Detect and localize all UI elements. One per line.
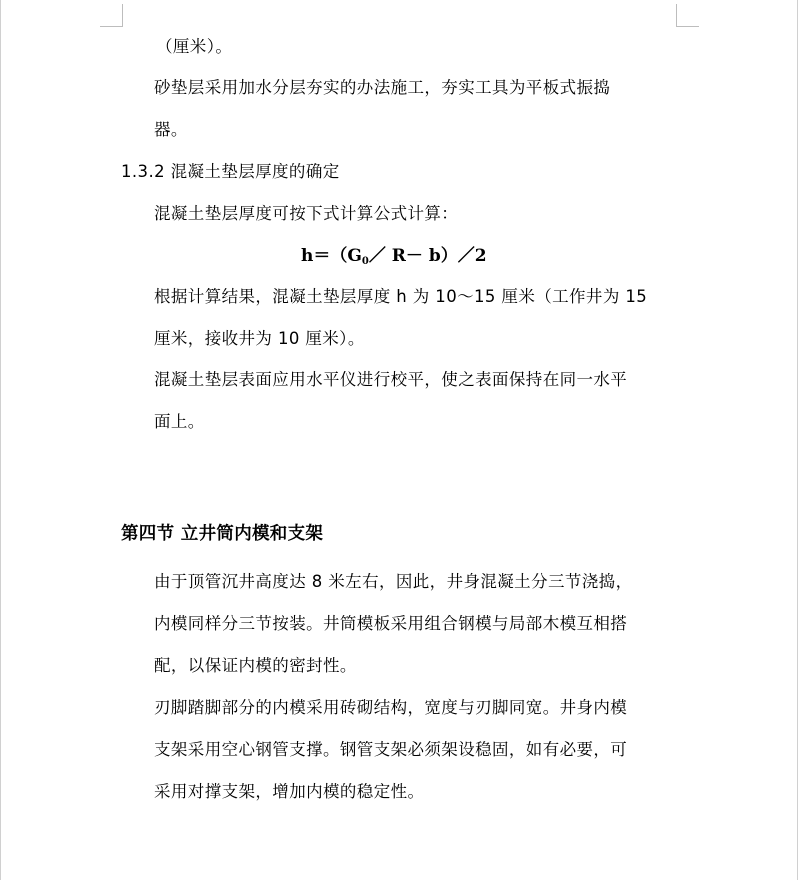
paragraph-line: 由于顶管沉井高度达 8 米左右，因此，井身混凝土分三节浇捣， <box>154 572 633 591</box>
paragraph-line: 内模同样分三节按装。井筒模板采用组合钢模与局部木模互相搭 <box>154 614 628 633</box>
paragraph-line: 混凝土垫层表面应用水平仪进行校平，使之表面保持在同一水平 <box>154 370 628 389</box>
paragraph-line: 根据计算结果，混凝土垫层厚度 h 为 10～15 厘米（工作井为 15 <box>154 287 648 306</box>
paragraph-line: 配，以保证内模的密封性。 <box>154 656 357 675</box>
paragraph-line: 支架采用空心钢管支撑。钢管支架必须架设稳固，如有必要，可 <box>154 740 628 759</box>
paragraph-line: 厘米，接收井为 10 厘米）。 <box>154 329 365 348</box>
formula-left: h＝（G <box>301 246 362 266</box>
paragraph-line: 砂垫层采用加水分层夯实的办法施工，夯实工具为平板式振捣 <box>154 78 611 97</box>
section-heading: 第四节 立井筒内模和支架 <box>121 524 324 544</box>
paragraph-line: 采用对撑支架，增加内模的稳定性。 <box>154 782 425 801</box>
paragraph-line: 面上。 <box>154 412 205 431</box>
paragraph-line: 混凝土垫层厚度可按下式计算公式计算： <box>154 204 459 223</box>
paragraph-line: （厘米）。 <box>156 37 233 56</box>
margin-corner-mark-right <box>676 4 699 27</box>
margin-corner-mark-left <box>100 4 123 27</box>
formula-subscript: 0 <box>361 256 369 267</box>
formula <box>301 245 487 273</box>
paragraph-line: 器。 <box>154 120 188 139</box>
subsection-heading: 1.3.2 混凝土垫层厚度的确定 <box>121 162 340 181</box>
formula-right: ／ R－ b）／2 <box>368 246 487 266</box>
page-left-edge <box>0 0 1 880</box>
paragraph-line: 刃脚踏脚部分的内模采用砖砌结构，宽度与刃脚同宽。井身内模 <box>154 698 628 717</box>
